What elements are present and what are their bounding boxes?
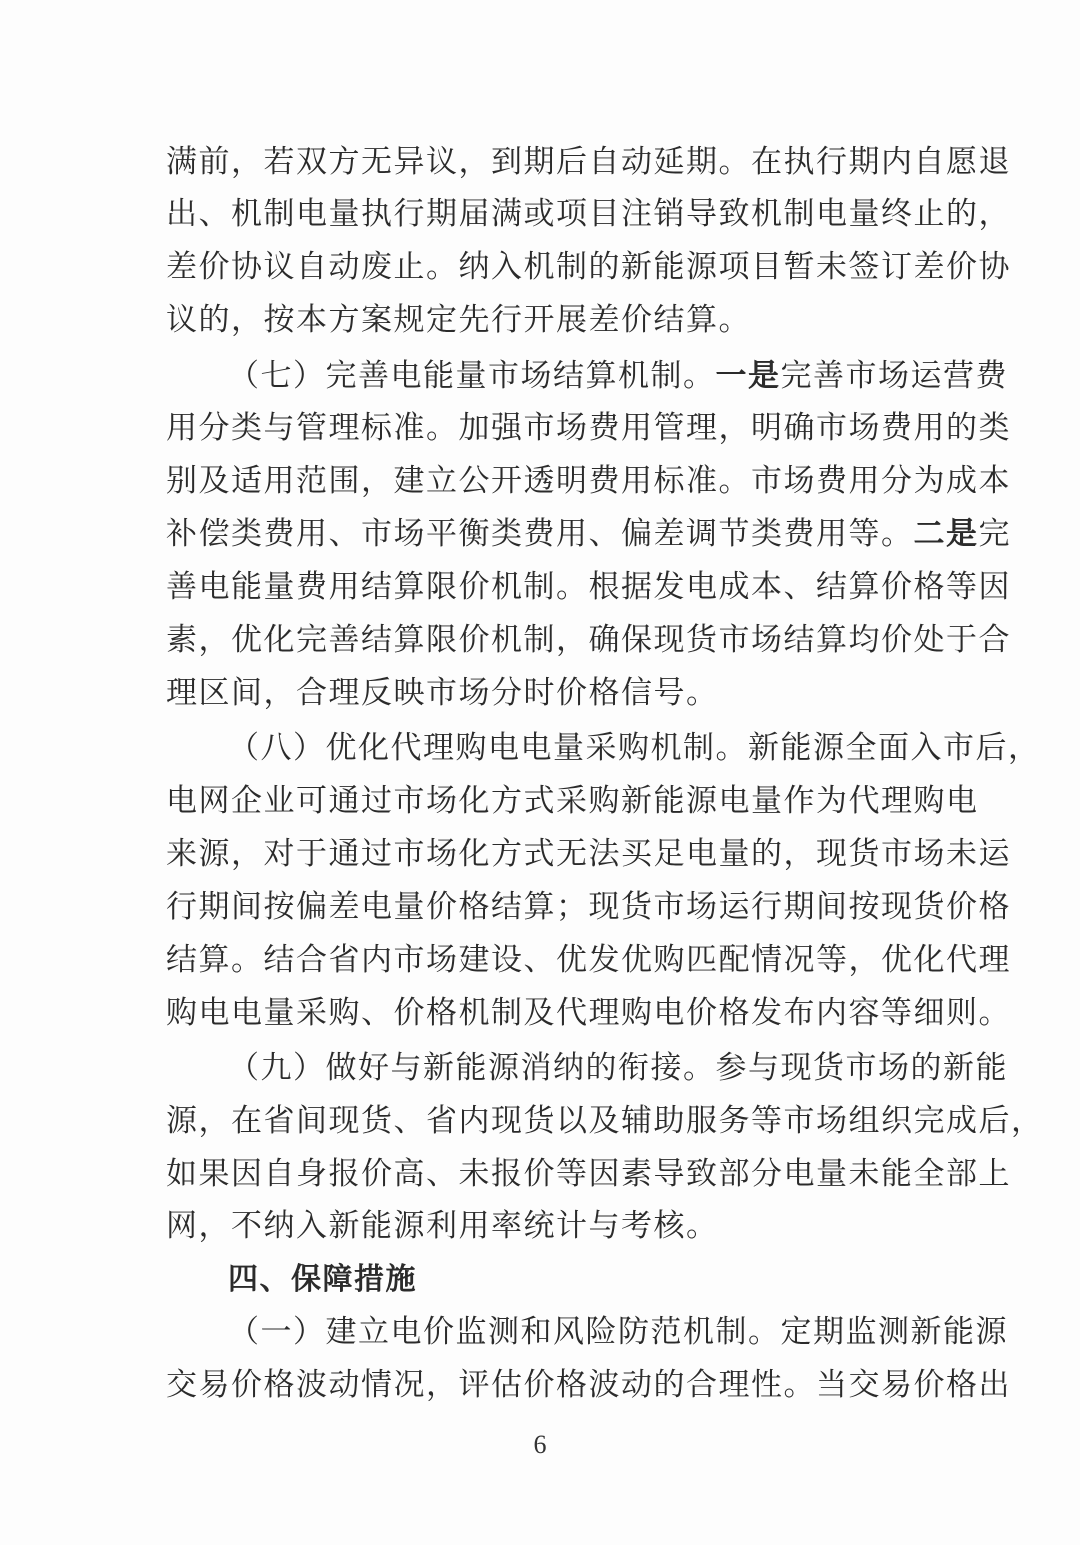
emphasis-yi-shi: 一是 xyxy=(715,358,781,394)
paragraph-line: 素，优化完善结算限价机制，确保现货市场结算均价处于合 xyxy=(166,622,1011,658)
paragraph-line: 电网企业可通过市场化方式采购新能源电量作为代理购电 xyxy=(166,783,979,819)
paragraph-line: 交易价格波动情况，评估价格波动的合理性。当交易价格出 xyxy=(166,1367,1011,1403)
paragraph-line: 如果因自身报价高、未报价等因素导致部分电量未能全部上 xyxy=(166,1156,1011,1192)
paragraph-line: 用分类与管理标准。加强市场费用管理，明确市场费用的类 xyxy=(166,410,1011,446)
paragraph-line: 行期间按偏差电量价格结算；现货市场运行期间按现货价格 xyxy=(166,889,1011,925)
section-heading-safeguards: 四、保障措施 xyxy=(228,1262,417,1297)
paragraph-line: 别及适用范围，建立公开透明费用标准。市场费用分为成本 xyxy=(166,463,1011,499)
paragraph-line: 结算。结合省内市场建设、优发优购匹配情况等，优化代理 xyxy=(166,942,1011,978)
paragraph-line: 网，不纳入新能源利用率统计与考核。 xyxy=(166,1208,719,1244)
section-eight-first-line: （八）优化代理购电电量采购机制。新能源全面入市后， xyxy=(228,730,1041,766)
section-nine-first-line: （九）做好与新能源消纳的衔接。参与现货市场的新能 xyxy=(228,1050,1008,1086)
paragraph-line: 议的，按本方案规定先行开展差价结算。 xyxy=(166,302,751,338)
page-number: 6 xyxy=(533,1430,547,1459)
paragraph-line: 满前，若双方无异议，到期后自动延期。在执行期内自愿退 xyxy=(166,144,1011,180)
paragraph-line: 理区间，合理反映市场分时价格信号。 xyxy=(166,675,719,711)
paragraph-line: 源，在省间现货、省内现货以及辅助服务等市场组织完成后， xyxy=(166,1103,1044,1139)
paragraph-line: 出、机制电量执行期届满或项目注销导致机制电量终止的， xyxy=(166,196,1011,232)
subsection-one-first-line: （一）建立电价监测和风险防范机制。定期监测新能源 xyxy=(228,1314,1008,1350)
paragraph-line: 补偿类费用、市场平衡类费用、偏差调节类费用等。二是完 xyxy=(166,516,1011,552)
paragraph-line: 善电能量费用结算限价机制。根据发电成本、结算价格等因 xyxy=(166,569,1011,605)
paragraph-line: 来源，对于通过市场化方式无法买足电量的，现货市场未运 xyxy=(166,836,1011,872)
paragraph-line: 购电电量采购、价格机制及代理购电价格发布内容等细则。 xyxy=(166,995,1011,1031)
paragraph-line: 差价协议自动废止。纳入机制的新能源项目暂未签订差价协 xyxy=(166,249,1011,285)
emphasis-er-shi: 二是 xyxy=(913,516,979,552)
section-seven-first-line: （七）完善电能量市场结算机制。一是完善市场运营费 xyxy=(228,358,1008,394)
